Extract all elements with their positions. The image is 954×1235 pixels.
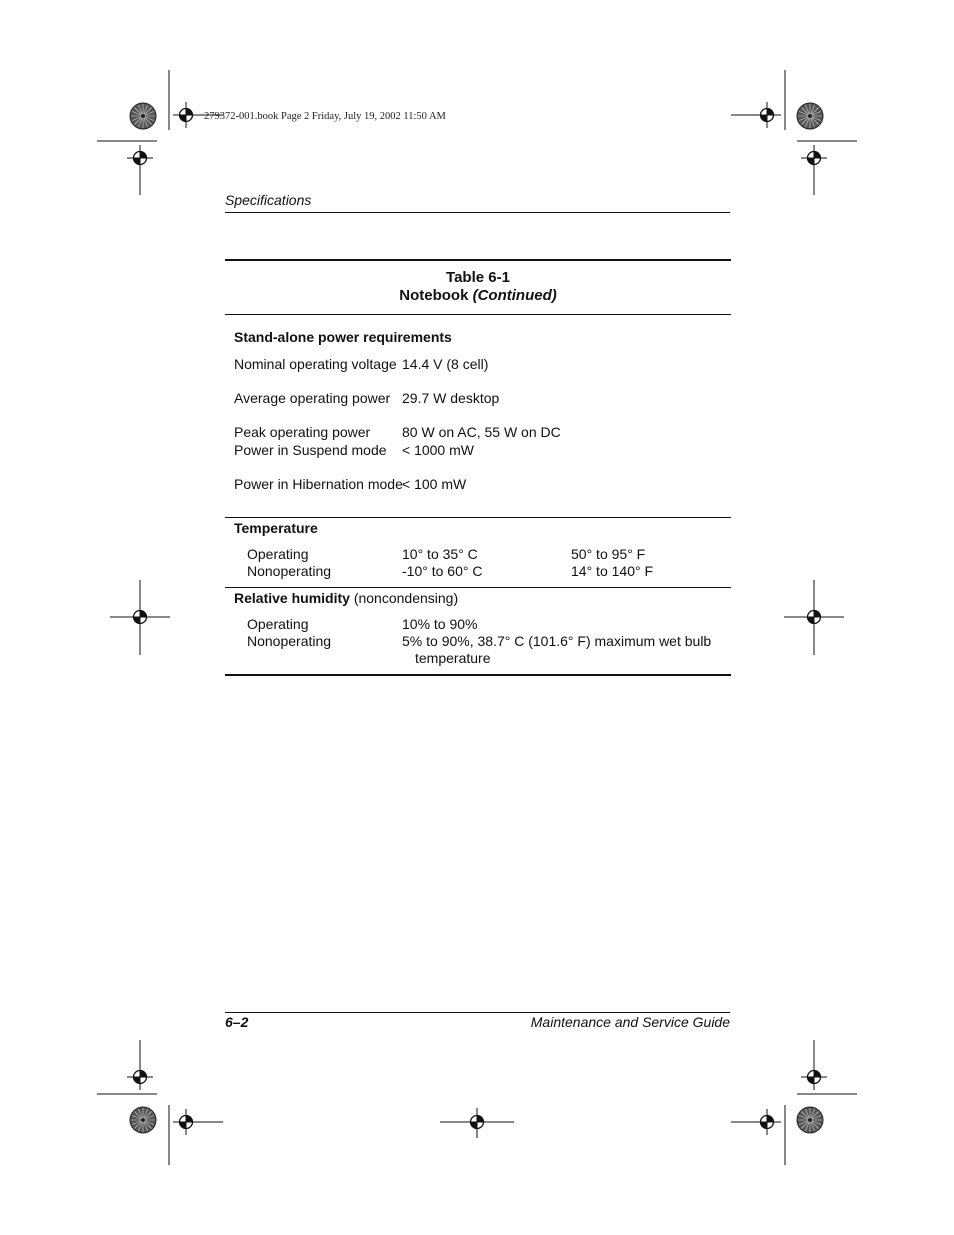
row-value: < 1000 mW <box>402 442 474 458</box>
row-label: Nominal operating voltage <box>234 356 397 372</box>
row-label: Average operating power <box>234 390 391 406</box>
print-slug: 279372-001.book Page 2 Friday, July 19, 2002 11:50 AM <box>204 111 446 122</box>
table-bottom-rule <box>225 674 731 676</box>
row-label: Nonoperating <box>247 633 332 649</box>
row-label: Nonoperating <box>247 563 332 579</box>
table-title-suffix: (Continued) <box>472 287 557 304</box>
section-rule <box>225 587 731 588</box>
running-head: Specifications <box>225 192 312 208</box>
section-rule <box>225 517 731 518</box>
row-label: Peak operating power <box>234 424 371 440</box>
footer-rule <box>225 1012 730 1013</box>
row-value: 10% to 90% <box>402 616 478 632</box>
row-value-fahrenheit: 50° to 95° F <box>571 546 646 562</box>
humidity-heading-text: Relative humidity <box>234 590 350 606</box>
header-rule <box>225 212 730 213</box>
row-value: 80 W on AC, 55 W on DC <box>402 424 561 440</box>
humidity-heading-note: (noncondensing) <box>353 590 459 606</box>
row-value-celsius: -10° to 60° C <box>402 563 483 579</box>
row-label: Power in Suspend mode <box>234 442 387 458</box>
table-number: Table 6-1 <box>446 269 510 286</box>
row-value: 29.7 W desktop <box>402 390 500 406</box>
row-label: Power in Hibernation mode <box>234 476 403 492</box>
page-number: 6–2 <box>225 1014 249 1030</box>
row-label: Operating <box>247 616 309 632</box>
section-heading-temperature: Temperature <box>234 520 318 536</box>
table-title <box>225 287 731 305</box>
row-value-fahrenheit: 14° to 140° F <box>571 563 654 579</box>
row-value: 5% to 90%, 38.7° C (101.6° F) maximum wet bulb temperature <box>402 633 712 666</box>
table-header-rule <box>225 314 731 315</box>
table-title-text: Notebook <box>399 287 469 304</box>
guide-title: Maintenance and Service Guide <box>530 1014 730 1030</box>
row-value: < 100 mW <box>402 476 467 492</box>
row-label: Operating <box>247 546 309 562</box>
row-value-celsius: 10° to 35° C <box>402 546 478 562</box>
section-heading-humidity <box>234 590 458 607</box>
table-top-rule <box>225 259 731 261</box>
section-heading-power: Stand-alone power requirements <box>234 329 452 345</box>
row-value: 14.4 V (8 cell) <box>402 356 489 372</box>
